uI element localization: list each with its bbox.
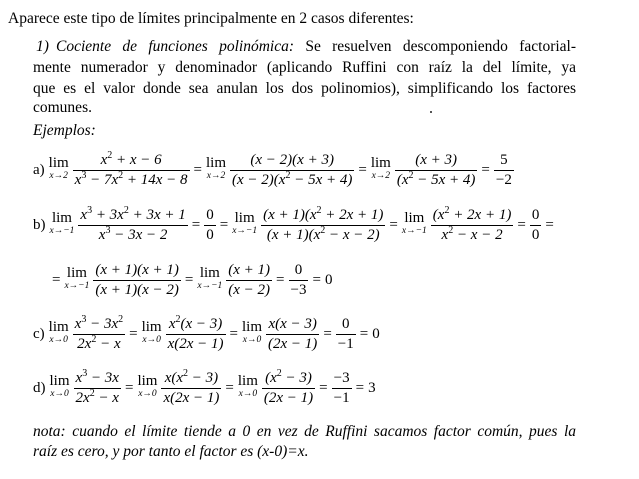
- limit-operator: lim x→−1: [197, 265, 223, 291]
- case-line2: mente numerador y denominador (aplicando Ruffini con raíz la del límite, ya: [33, 59, 576, 76]
- case-line4: comunes.: [33, 99, 92, 116]
- fraction: $\frac{(x + 1)(x^2 + 2x + 1)}{(x + 1)(x^2 - x - 2)}$: [263, 204, 384, 243]
- limit-operator: lim x→0: [49, 373, 70, 399]
- limit-operator: lim x→0: [242, 319, 263, 345]
- result-fraction: $\frac{-3}{-1}$: [333, 369, 350, 406]
- fraction: $\frac{(x - 2)(x + 3)}{(x - 2)(x^2 - 5x + 4)}$: [232, 151, 353, 188]
- intro-text: Aparece este tipo de límites principalmente en 2 casos diferentes:: [8, 10, 414, 27]
- limit-operator: lim x→0: [137, 373, 158, 399]
- result-value: 0: [372, 325, 380, 342]
- result-value: 0: [324, 271, 333, 288]
- example-a: a) lim x→2 $\frac{x^2 + x - 6}{x^3 - 7x^2 + 14x - 8}$ = lim x→2 $\frac{(x - 2)(x + 3)}{(x - 2)(x^2 - 5x + 4)}$ = lim x→2 $\frac{(x + 3)}{(x^2 - 5x + 4)}$ = $\frac{5}{-2}$: [33, 149, 512, 188]
- limit-operator: lim x→2: [206, 155, 227, 181]
- note-line1: nota: cuando el límite tiende a 0 en vez de Ruffini sacamos factor común, pues la: [33, 423, 576, 440]
- limit-operator: lim x→0: [141, 319, 162, 345]
- case-line1: [56, 37, 576, 56]
- limit-operator: lim x→2: [370, 155, 391, 181]
- stray-dot: [430, 111, 432, 113]
- fraction: $\frac{(x + 1)(x + 1)}{(x + 1)(x - 2)}$: [95, 261, 179, 298]
- limit-operator: lim x→2: [48, 155, 69, 181]
- note-line2: raíz es cero, y por tanto el factor es (x-0)=x.: [33, 443, 309, 460]
- case-label: 1): [36, 38, 49, 55]
- example-c: c) lim x→0 $\frac{x^3 - 3x^2}{2x^2 - x}$ = lim x→0 $\frac{x^2(x - 3)}{x(2x - 1)}$ = lim x→0 $\frac{x(x - 3)}{(2x - 1)}$ = $\frac{0}{-1}$ = 0: [33, 313, 380, 352]
- fraction: $\frac{(x^2 + 2x + 1)}{x^2 - x - 2}$: [432, 204, 512, 243]
- indeterminate-fraction: $\frac{0}{0}$: [206, 206, 214, 243]
- example-c-label: c): [33, 325, 45, 342]
- example-b-label: b): [33, 216, 46, 233]
- example-a-label: a): [33, 161, 45, 178]
- example-d-label: d): [33, 379, 46, 396]
- fraction: $\frac{x^2(x - 3)}{x(2x - 1)}$: [167, 313, 224, 352]
- examples-heading: Ejemplos:: [33, 122, 96, 139]
- limit-operator: lim x→−1: [232, 210, 258, 236]
- fraction: $\frac{x^3 - 3x^2}{2x^2 - x}$: [74, 313, 124, 352]
- fraction: $\frac{x^2 + x - 6}{x^3 - 7x^2 + 14x - 8}$: [74, 149, 188, 188]
- fraction: $\frac{x(x^2 - 3)}{x(2x - 1)}$: [163, 367, 220, 406]
- limit-operator: lim x→0: [48, 319, 69, 345]
- limit-operator: lim x→0: [237, 373, 258, 399]
- result-fraction: $\frac{5}{-2}$: [495, 151, 512, 188]
- limit-operator: lim x→−1: [49, 210, 75, 236]
- case-line1-rest: Se resuelven descomponiendo factorial-: [305, 38, 577, 55]
- limit-operator: lim x→−1: [64, 265, 90, 291]
- fraction: $\frac{x^3 - 3x}{2x^2 - x}$: [75, 367, 119, 406]
- result-value: 3: [368, 379, 376, 396]
- case-line3: que es el valor donde sea anulan los dos polinomios), simplificando los factores: [33, 80, 576, 97]
- fraction: $\frac{x^3 + 3x^2 + 3x + 1}{x^3 - 3x - 2}$: [80, 204, 186, 243]
- result-fraction: $\frac{0}{-1}$: [337, 315, 354, 352]
- limit-operator: lim x→−1: [401, 210, 427, 236]
- fraction: $\frac{x(x - 3)}{(2x - 1)}$: [268, 315, 318, 352]
- example-d: d) lim x→0 $\frac{x^3 - 3x}{2x^2 - x}$ = lim x→0 $\frac{x(x^2 - 3)}{x(2x - 1)}$ = lim x→0 $\frac{(x^2 - 3)}{(2x - 1)}$ = $\frac{-3}{-1}$ = 3: [33, 367, 376, 406]
- fraction: $\frac{(x + 1)}{(x - 2)}$: [228, 261, 271, 298]
- case-title: Cociente de funciones polinómica:: [56, 38, 294, 55]
- result-fraction: $\frac{0}{-3}$: [290, 261, 307, 298]
- example-b: b) lim x→−1 $\frac{x^3 + 3x^2 + 3x + 1}{x^3 - 3x - 2}$ = $\frac{0}{0}$ = lim x→−1 $\frac{(x + 1)(x^2 + 2x + 1)}{(x + 1)(x^2 - x - 2)}$ = lim x→−1 $\frac{(x^2 + 2x + 1)}{x^2 - x - 2}$ = $\frac{0}{0}$ =: [33, 204, 554, 243]
- fraction: $\frac{(x^2 - 3)}{(2x - 1)}$: [263, 367, 314, 406]
- indeterminate-fraction: $\frac{0}{0}$: [531, 206, 540, 243]
- example-b-continued: = lim x→−1 $\frac{(x + 1)(x + 1)}{(x + 1)(x - 2)}$ = lim x→−1 $\frac{(x + 1)}{(x - 2)}$ = $\frac{0}{-3}$ = 0: [52, 261, 333, 298]
- fraction: $\frac{(x + 3)}{(x^2 - 5x + 4)}$: [396, 151, 476, 188]
